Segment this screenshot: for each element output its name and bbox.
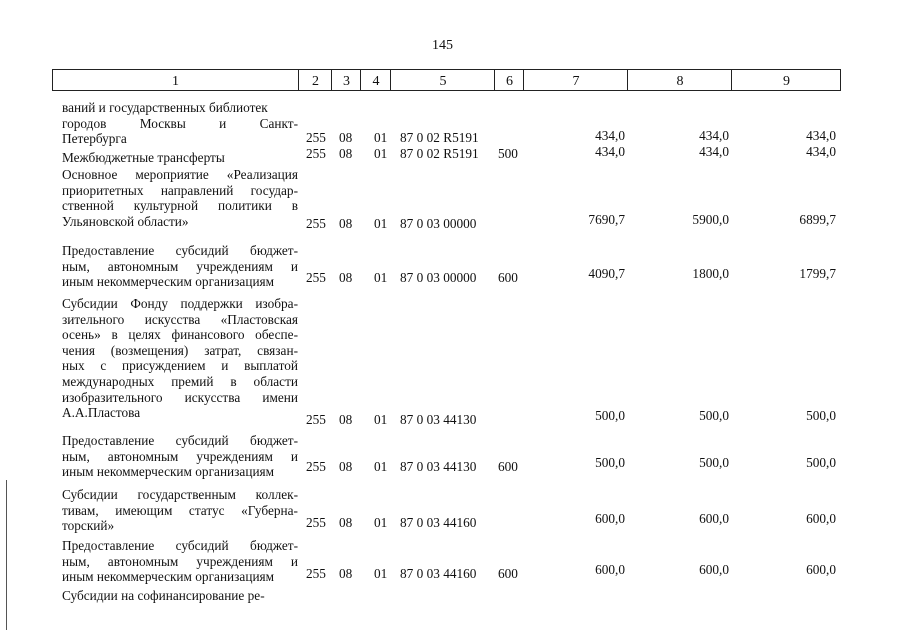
description-line: Предоставление субсидий бюджет- — [62, 243, 298, 258]
cell-c9: 600,0 — [806, 562, 836, 577]
cell-c9: 1799,7 — [799, 266, 836, 281]
description-line: чения (возмещения) затрат, связан- — [62, 342, 298, 358]
cell-c5: 87 0 03 44160 — [400, 515, 477, 530]
cell-c8: 600,0 — [699, 562, 729, 577]
cell-c5: 87 0 02 R5191 — [400, 146, 479, 161]
cell-c9: 500,0 — [806, 455, 836, 470]
row-description — [62, 167, 298, 229]
cell-c2: 255 — [306, 130, 326, 145]
cell-c5: 87 0 03 00000 — [400, 270, 477, 285]
description-line: международных премий в области — [62, 373, 298, 389]
cell-c9: 500,0 — [806, 408, 836, 423]
header-col-8: 8 — [627, 70, 732, 90]
description-line: Межбюджетные трансферты — [62, 150, 225, 165]
cell-c3: 08 — [339, 459, 353, 474]
cell-c8: 1800,0 — [692, 266, 729, 281]
cell-c3: 08 — [339, 412, 353, 427]
cell-c6: 500 — [498, 146, 518, 161]
cell-c4: 01 — [374, 515, 388, 530]
description-line: иным некоммерческим организациям — [62, 274, 275, 290]
header-col-5: 5 — [390, 70, 495, 90]
cell-c7: 600,0 — [595, 511, 625, 526]
cell-c3: 08 — [339, 130, 353, 145]
description-line: ственной культурной политики в — [62, 198, 298, 214]
description-line: Предоставление субсидий бюджет- — [62, 433, 298, 448]
description-line: иным некоммерческим организациям — [62, 464, 275, 480]
row-description — [62, 150, 298, 166]
header-col-1: 1 — [172, 74, 179, 89]
cell-c3: 08 — [339, 515, 353, 530]
cell-c5: 87 0 03 44130 — [400, 412, 477, 427]
table-header — [52, 69, 841, 91]
cell-c8: 434,0 — [699, 144, 729, 159]
cell-c2: 255 — [306, 146, 326, 161]
cell-c8: 600,0 — [699, 511, 729, 526]
description-line: изобразительного искусства имени — [62, 389, 298, 405]
description-line: ным, автономным учреждениям и — [62, 553, 298, 569]
cell-c6: 600 — [498, 566, 518, 581]
cell-c8: 500,0 — [699, 408, 729, 423]
description-line: Ульяновской области» — [62, 213, 189, 229]
cell-c3: 08 — [339, 216, 353, 231]
page-number: 145 — [432, 38, 453, 53]
cell-c7: 500,0 — [595, 408, 625, 423]
row-description — [62, 538, 298, 585]
cell-c4: 01 — [374, 412, 388, 427]
header-col-7: 7 — [523, 70, 628, 90]
cell-c2: 255 — [306, 412, 326, 427]
description-line: иным некоммерческим организациям — [62, 569, 275, 585]
description-line: городов Москвы и Санкт- — [62, 115, 298, 131]
row-description — [62, 487, 298, 534]
cell-c9: 434,0 — [806, 144, 836, 159]
cell-c8: 434,0 — [699, 128, 729, 143]
cell-c2: 255 — [306, 515, 326, 530]
header-col-9: 9 — [731, 70, 841, 90]
row-description — [62, 100, 298, 147]
description-line: ных с присуждением и выплатой — [62, 358, 298, 374]
cell-c8: 5900,0 — [692, 212, 729, 227]
description-line: приоритетных направлений государ- — [62, 182, 298, 198]
cell-c8: 500,0 — [699, 455, 729, 470]
cell-c4: 01 — [374, 566, 388, 581]
description-line: торский» — [62, 518, 115, 534]
description-line: Основное мероприятие «Реализация — [62, 167, 298, 182]
header-col-2: 2 — [298, 70, 332, 90]
cell-c2: 255 — [306, 216, 326, 231]
cell-c6: 600 — [498, 459, 518, 474]
cell-c7: 4090,7 — [588, 266, 625, 281]
cell-c3: 08 — [339, 270, 353, 285]
header-col-6: 6 — [494, 70, 524, 90]
cell-c9: 6899,7 — [799, 212, 836, 227]
cell-c4: 01 — [374, 216, 388, 231]
description-line: ным, автономным учреждениям и — [62, 448, 298, 464]
cell-c4: 01 — [374, 146, 388, 161]
cell-c2: 255 — [306, 566, 326, 581]
cell-c7: 500,0 — [595, 455, 625, 470]
cell-c4: 01 — [374, 130, 388, 145]
description-line: Субсидии государственным коллек- — [62, 487, 298, 502]
cell-c4: 01 — [374, 459, 388, 474]
description-line: А.А.Пластова — [62, 405, 141, 421]
description-line: Петербурга — [62, 131, 127, 147]
cell-c7: 434,0 — [595, 128, 625, 143]
cell-c5: 87 0 03 44130 — [400, 459, 477, 474]
cell-c7: 7690,7 — [588, 212, 625, 227]
cell-c2: 255 — [306, 459, 326, 474]
description-line: ным, автономным учреждениям и — [62, 258, 298, 274]
cell-c6: 600 — [498, 270, 518, 285]
description-line: Предоставление субсидий бюджет- — [62, 538, 298, 553]
description-line: ваний и государственных библиотек — [62, 100, 268, 115]
cell-c5: 87 0 02 R5191 — [400, 130, 479, 145]
cell-c3: 08 — [339, 566, 353, 581]
cell-c7: 434,0 — [595, 144, 625, 159]
header-col-4: 4 — [360, 70, 391, 90]
cell-c7: 600,0 — [595, 562, 625, 577]
cell-c9: 600,0 — [806, 511, 836, 526]
cell-c9: 434,0 — [806, 128, 836, 143]
description-line: зительного искусства «Пластовская — [62, 311, 298, 327]
description-line: Субсидии на софинансирование ре- — [62, 588, 265, 603]
row-description — [62, 433, 298, 480]
cell-c4: 01 — [374, 270, 388, 285]
cell-c2: 255 — [306, 270, 326, 285]
row-description — [62, 243, 298, 290]
cell-c5: 87 0 03 44160 — [400, 566, 477, 581]
cell-c3: 08 — [339, 146, 353, 161]
description-line: осень» в целях финансового обеспе- — [62, 327, 298, 343]
row-description — [62, 588, 298, 604]
row-description — [62, 296, 298, 421]
scan-edge-line — [6, 480, 7, 630]
description-line: Субсидии Фонду поддержки изобра- — [62, 296, 298, 311]
header-col-3: 3 — [331, 70, 361, 90]
description-line: тивам, имеющим статус «Губерна- — [62, 502, 298, 518]
cell-c5: 87 0 03 00000 — [400, 216, 477, 231]
